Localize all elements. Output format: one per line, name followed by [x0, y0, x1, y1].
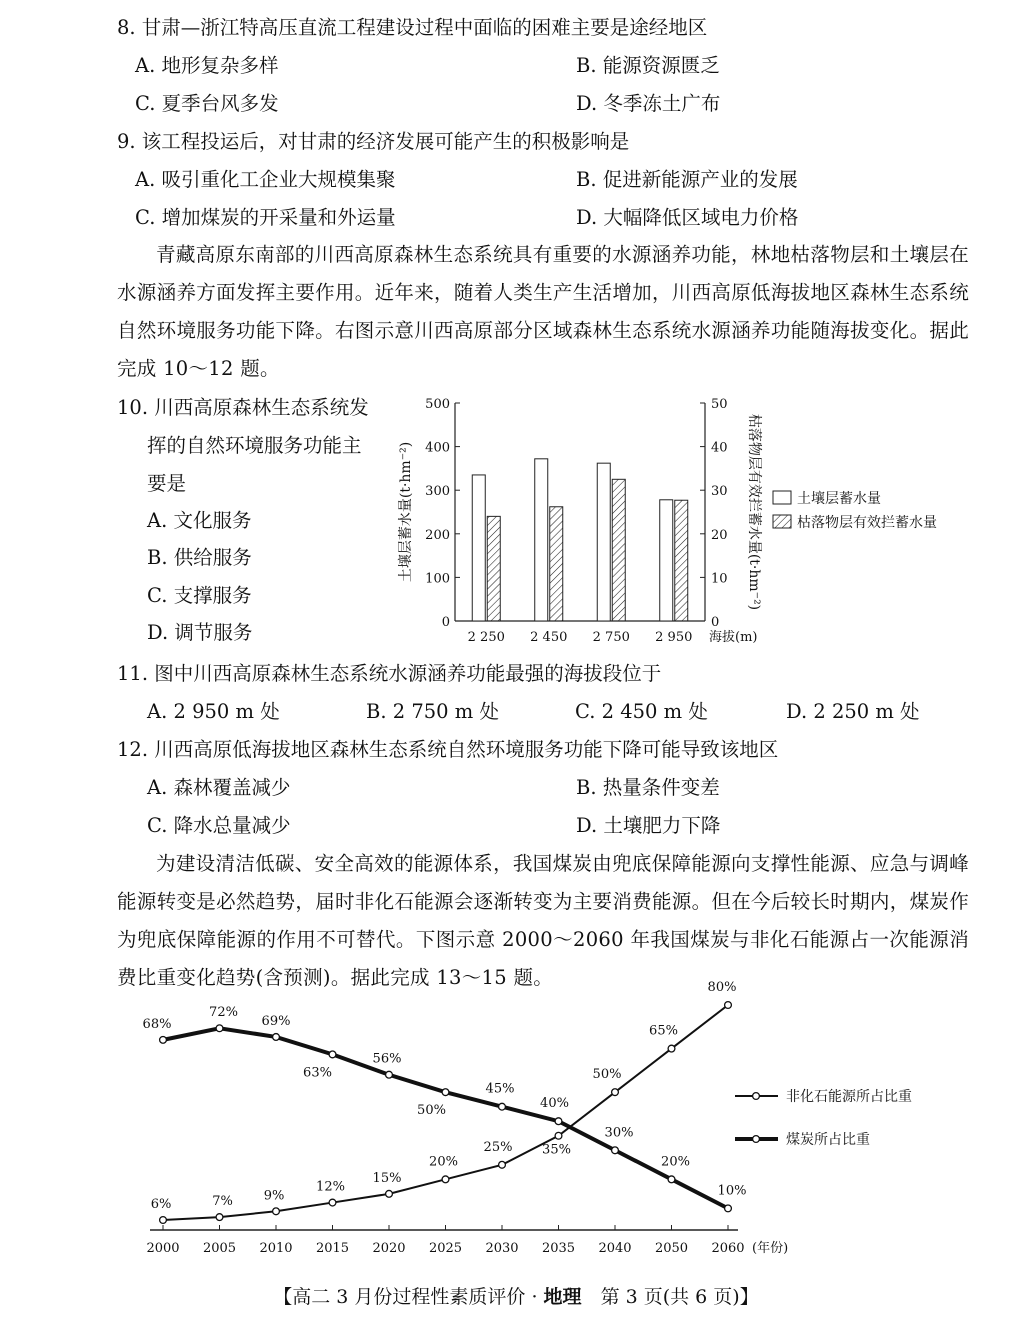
footer-page-number: 第 3 页(共 6 页)	[581, 1286, 740, 1308]
soil-storage-bar	[535, 459, 548, 621]
non-fossil-point	[612, 1089, 619, 1096]
litter-storage-bar	[487, 516, 500, 621]
x-tick-label: 2015	[315, 1241, 350, 1256]
soil-storage-bar	[472, 475, 485, 621]
passage-2: 为建设清洁低碳、安全高效的能源体系，我国煤炭由兜底保障能源向支撑性能源、应急与调峰能源转变是必然趋势，届时非化石能源会逐渐转变为主要消费能源。但在今后较长时期内，煤炭作为兜底保障能源的作用不可替代。下图示意 2000～2060 年我国煤炭与非化石能源占一次能源消费比重变化趋势(含预测)。据此完成 13～15 题。	[117, 852, 969, 989]
legend-label-litter: 枯落物层有效拦蓄水量	[797, 515, 937, 531]
coal-point	[612, 1147, 619, 1154]
non-fossil-point	[725, 1002, 732, 1009]
right-tick-label: 30	[711, 484, 728, 500]
coal-point	[668, 1176, 675, 1183]
coal-point	[499, 1103, 506, 1110]
non-fossil-point	[273, 1208, 280, 1215]
q9-option-b: B. 促进新能源产业的发展	[576, 168, 798, 191]
q12-option-d: D. 土壤肥力下降	[576, 814, 721, 837]
left-tick-label: 200	[425, 527, 450, 543]
footer-bracket-left: 【	[273, 1286, 293, 1308]
soil-storage-bar	[660, 500, 673, 621]
coal-data-label: 30%	[604, 1125, 634, 1141]
coal-point	[442, 1089, 449, 1096]
litter-storage-bar	[675, 500, 688, 621]
non-fossil-data-label: 7%	[212, 1194, 233, 1210]
coal-point	[160, 1036, 167, 1043]
litter-storage-bar	[550, 507, 563, 621]
x-tick-label: 2030	[485, 1241, 519, 1256]
page-footer	[0, 1282, 1032, 1309]
x-tick-label: 2035	[541, 1241, 576, 1256]
non-fossil-point	[555, 1132, 562, 1139]
q12-option-a: A. 森林覆盖减少	[147, 776, 291, 799]
non-fossil-data-label: 9%	[263, 1188, 285, 1204]
q8-option-a: A. 地形复杂多样	[135, 54, 279, 77]
q9-option-d: D. 大幅降低区域电力价格	[576, 206, 799, 229]
q8-option-b: B. 能源资源匮乏	[576, 54, 720, 77]
x-tick-label: 2005	[202, 1241, 237, 1256]
x-tick-label: 2020	[372, 1241, 406, 1256]
coal-point	[329, 1051, 336, 1058]
x-tick-label: 2000	[146, 1241, 180, 1256]
coal-point	[273, 1034, 280, 1041]
left-tick-label: 100	[425, 571, 450, 587]
legend-swatch-soil	[773, 491, 791, 504]
non-fossil-data-label: 6%	[150, 1197, 172, 1212]
coal-data-label: 20%	[661, 1154, 690, 1170]
question-9-stem: 9. 该工程投运后，对甘肃的经济发展可能产生的积极影响是	[117, 130, 630, 153]
q10-option-b: B. 供给服务	[147, 546, 252, 569]
non-fossil-point	[216, 1214, 223, 1221]
legend-swatch-litter	[773, 515, 791, 528]
x-tick-label: 2040	[598, 1241, 632, 1256]
q10-option-a: A. 文化服务	[147, 509, 252, 532]
x-tick-label: 2010	[259, 1241, 293, 1256]
footer-separator: ·	[525, 1286, 544, 1308]
q11-option-d: D. 2 250 m 处	[786, 700, 920, 723]
q9-option-c: C. 增加煤炭的开采量和外运量	[135, 206, 396, 229]
left-tick-label: 0	[441, 615, 450, 630]
non-fossil-data-label: 50%	[592, 1067, 622, 1083]
legend-marker-non-fossil	[753, 1093, 760, 1100]
legend-label-coal: 煤炭所占比重	[786, 1132, 870, 1148]
left-axis-label: 土壤层蓄水量(t·hm⁻²)	[398, 441, 414, 583]
soil-storage-bar	[597, 463, 610, 621]
q10-option-d: D. 调节服务	[147, 621, 253, 644]
non-fossil-point	[499, 1161, 506, 1168]
footer-subject: 地理	[543, 1286, 582, 1308]
non-fossil-data-label: 20%	[429, 1154, 458, 1170]
question-10-stem-line-1: 10. 川西高原森林生态系统发	[117, 396, 369, 419]
non-fossil-point	[386, 1190, 393, 1197]
energy-share-line-chart	[130, 980, 980, 1270]
x-tick-label: 2 750	[592, 630, 630, 645]
coal-data-label: 69%	[261, 1013, 291, 1029]
x-tick-label: 2 950	[655, 630, 693, 645]
question-12-stem: 12. 川西高原低海拔地区森林生态系统自然环境服务功能下降可能导致该地区	[117, 738, 779, 761]
coal-point	[216, 1025, 223, 1032]
coal-data-label: 56%	[372, 1051, 402, 1067]
q9-option-a: A. 吸引重化工企业大规模集聚	[135, 168, 396, 191]
coal-point	[386, 1071, 393, 1078]
x-tick-label: 2 450	[530, 630, 568, 645]
water-storage-bar-chart	[380, 385, 980, 660]
non-fossil-point	[442, 1176, 449, 1183]
x-tick-label: 2025	[428, 1241, 463, 1256]
legend-label-soil: 土壤层蓄水量	[797, 491, 881, 507]
coal-data-label: 40%	[540, 1096, 569, 1112]
litter-storage-bar	[612, 479, 625, 621]
non-fossil-point	[160, 1217, 167, 1224]
right-tick-label: 50	[711, 397, 728, 412]
passage-1: 青藏高原东南部的川西高原森林生态系统具有重要的水源涵养功能，林地枯落物层和土壤层在水源涵养方面发挥主要作用。近年来，随着人类生产生活增加，川西高原低海拔地区森林生态系统自然环境服务功能下降。右图示意川西高原部分区域森林生态系统水源涵养功能随海拔变化。据此完成 10～12 题。	[117, 243, 969, 380]
question-8-stem: 8. 甘肃—浙江特高压直流工程建设过程中面临的困难主要是途经地区	[117, 16, 708, 39]
coal-data-label: 63%	[303, 1065, 332, 1081]
question-11-stem: 11. 图中川西高原森林生态系统水源涵养功能最强的海拔段位于	[117, 662, 662, 685]
non-fossil-data-label: 12%	[316, 1179, 345, 1195]
non-fossil-data-label: 65%	[649, 1023, 678, 1039]
x-tick-label: 2 250	[467, 630, 505, 645]
coal-data-label: 68%	[142, 1016, 172, 1032]
right-tick-label: 20	[711, 527, 728, 543]
non-fossil-point	[329, 1199, 336, 1206]
q10-option-c: C. 支撑服务	[147, 584, 252, 607]
q11-option-a: A. 2 950 m 处	[147, 700, 280, 723]
non-fossil-data-label: 80%	[707, 980, 737, 995]
left-tick-label: 300	[425, 484, 450, 500]
x-axis-label: (年份)	[752, 1241, 789, 1256]
question-10-stem-line-2: 挥的自然环境服务功能主	[147, 434, 362, 457]
footer-exam-name: 高二 3 月份过程性素质评价	[292, 1286, 526, 1308]
legend-marker-coal	[753, 1136, 760, 1143]
non-fossil-data-label: 15%	[372, 1170, 402, 1186]
coal-point	[555, 1118, 562, 1125]
q8-option-c: C. 夏季台风多发	[135, 92, 279, 115]
q12-option-c: C. 降水总量减少	[147, 814, 291, 837]
coal-data-label: 10%	[717, 1183, 747, 1199]
coal-data-label: 72%	[209, 1005, 238, 1021]
coal-point	[725, 1205, 732, 1212]
right-tick-label: 10	[711, 571, 728, 587]
q11-option-b: B. 2 750 m 处	[366, 700, 499, 723]
right-axis-label: 枯落物层有效拦蓄水量(t·hm⁻²)	[746, 413, 762, 611]
non-fossil-data-label: 25%	[483, 1139, 513, 1155]
coal-data-label: 45%	[485, 1081, 515, 1097]
x-axis-label: 海拔(m)	[709, 630, 758, 645]
q12-option-b: B. 热量条件变差	[576, 776, 720, 799]
x-tick-label: 2050	[654, 1241, 689, 1256]
right-tick-label: 40	[711, 440, 728, 456]
x-tick-label: 2060	[711, 1241, 745, 1256]
left-tick-label: 400	[425, 440, 450, 456]
footer-bracket-right: 】	[739, 1286, 759, 1308]
q11-option-c: C. 2 450 m 处	[575, 700, 708, 723]
right-tick-label: 0	[711, 615, 720, 630]
left-tick-label: 500	[425, 397, 450, 412]
legend-label-non-fossil: 非化石能源所占比重	[786, 1089, 912, 1105]
non-fossil-data-label: 35%	[542, 1142, 571, 1158]
coal-data-label: 50%	[417, 1103, 446, 1119]
question-10-stem-line-3: 要是	[147, 472, 187, 495]
q8-option-d: D. 冬季冻土广布	[576, 92, 721, 115]
non-fossil-point	[668, 1045, 675, 1052]
